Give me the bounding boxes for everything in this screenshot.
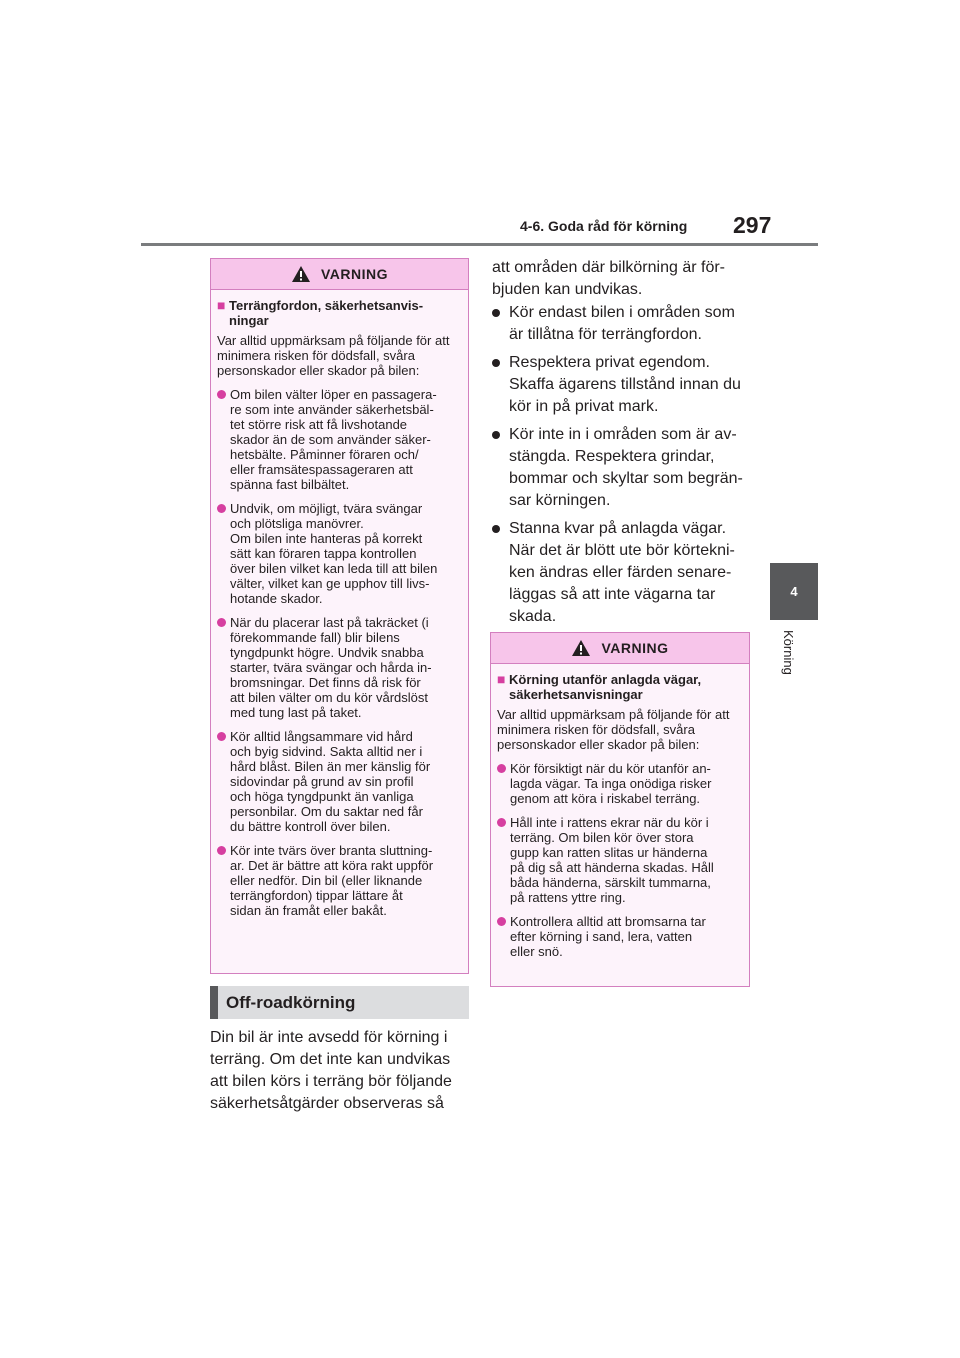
warning-heading-text: Terrängfordon, säkerhetsanvis- ningar [229,298,424,328]
warning-intro: Var alltid uppmärksam på följande för att minimera risken för dödsfall, svåra personskador eller skador på bilen: [217,333,450,378]
chapter-number: 4 [790,584,798,599]
warning-item [217,615,461,720]
warning-item-text: Kör försiktigt när du kör utanför an- lagda vägar. Ta inga onödiga risker genom att köra i riskabel terräng. [510,761,712,806]
warning-intro: Var alltid uppmärksam på följande för att minimera risken för dödsfall, svåra personskador eller skador på bilen: [497,707,730,752]
warning-item [497,815,742,905]
chapter-side-label: Körning [781,630,796,675]
warning-item-text: Kör inte tvärs över branta sluttning- ar. Det är bättre att köra rakt uppför eller nedför. Din bil (eller liknande terrängfordon) tippar lättare åt sidan än framåt eller bakåt. [230,843,434,918]
page-number: 297 [733,212,772,238]
bullet-dot-icon [217,843,230,918]
bullet-dot-icon [217,729,230,834]
list-item [492,302,762,346]
warning-box-offroad [490,632,750,987]
section-bullet-list [492,302,762,634]
warning-item [497,761,742,806]
square-bullet-icon: ■ [497,671,506,687]
warning-triangle-icon [571,639,591,657]
warning-header [491,633,749,664]
header-title: 4-6. Goda råd för körning [520,218,688,234]
warning-item-text: Kör alltid långsammare vid hård och byig sidvind. Sakta alltid ner i hård blåst. Bilen än mer känslig för sidovindar på grund av sin profil och höga tyngdpunkt än vanliga personbilar. Om du saktar ned får du bättre kontroll över bilen. [230,729,431,834]
warning-box-terrain [210,258,469,974]
warning-item [497,914,742,959]
warning-item [217,843,461,918]
bullet-dot-icon [497,914,510,959]
bullet-dot-icon [492,352,509,418]
bullet-dot-icon [217,387,230,492]
warning-body [211,290,468,933]
warning-label: VARNING [320,266,389,282]
warning-heading [217,298,461,328]
header-rule [141,243,818,246]
list-item-text: Stanna kvar på anlagda vägar. När det är blött ute bör körtekni- ken ändras eller färden senare- läggas så att inte vägarna tar skada. [509,520,735,625]
section-paragraph-start: Din bil är inte avsedd för körning i terräng. Om det inte kan undvikas att bilen körs i terräng bör följande säkerhetsåtgärder observeras så [210,1029,452,1112]
warning-header [211,259,468,290]
warning-item [217,387,461,492]
warning-item-text: När du placerar last på takräcket (i förekommande fall) blir bilens tyngdpunkt högre. Undvik snabba starter, tvära svängar och hårda in- bromsningar. Det finns då risk för att bilen välter om du kör vårdslöst med tung last på taket. [230,615,432,720]
warning-triangle-icon [291,265,311,283]
warning-item-text: Undvik, om möjligt, tvära svängar och plötsliga manövrer. Om bilen inte hanteras på korrekt sätt kan föraren tappa kontrollen över bilen vilket kan leda till att bilen välter, vilket kan ge upphov till livs- hotande skador. [230,501,438,606]
bullet-dot-icon [497,815,510,905]
warning-heading-text: Körning utanför anlagda vägar, säkerhetsanvisningar [509,672,702,702]
warning-label: VARNING [601,640,669,656]
bullet-dot-icon [492,302,509,346]
list-item-text: Kör endast bilen i områden som är tillåtna för terrängfordon. [509,304,735,343]
bullet-dot-icon [217,501,230,606]
warning-item [217,501,461,606]
list-item-text: Respektera privat egendom. Skaffa ägarens tillstånd innan du kör in på privat mark. [509,354,741,415]
bullet-dot-icon [492,518,509,628]
bullet-dot-icon [217,615,230,720]
square-bullet-icon: ■ [217,297,226,313]
warning-body [491,664,749,974]
list-item [492,518,762,628]
section-paragraph-end: att områden där bilkörning är för- bjuden kan undvikas. [492,259,725,298]
list-item-text: Kör inte in i områden som är av- stängda. Respektera grindar, bommar och skyltar som begrän- sar körningen. [509,426,743,509]
warning-item-text: Om bilen välter löper en passagera- re som inte använder säkerhetsbäl- tet större risk att få livshotande skador än de som använder säker- hetsbälte. Påminner föraren och/ eller framsätespassageraren att spänna fast bilbältet. [230,387,437,492]
chapter-tab [770,563,818,620]
list-item [492,424,762,512]
list-item [492,352,762,418]
warning-item-text: Kontrollera alltid att bromsarna tar efter körning i sand, lera, vatten eller snö. [510,914,706,959]
bullet-dot-icon [492,424,509,512]
warning-item-text: Håll inte i rattens ekrar när du kör i terräng. Om bilen kör över stora gupp kan ratten slitas ur händerna på dig så att händerna skadas. Håll båda händerna, särskilt tummarna, på rattens yttre ring. [510,815,714,905]
warning-item [217,729,461,834]
warning-heading [497,672,742,702]
bullet-dot-icon [497,761,510,806]
section-heading: Off-roadkörning [210,986,469,1019]
